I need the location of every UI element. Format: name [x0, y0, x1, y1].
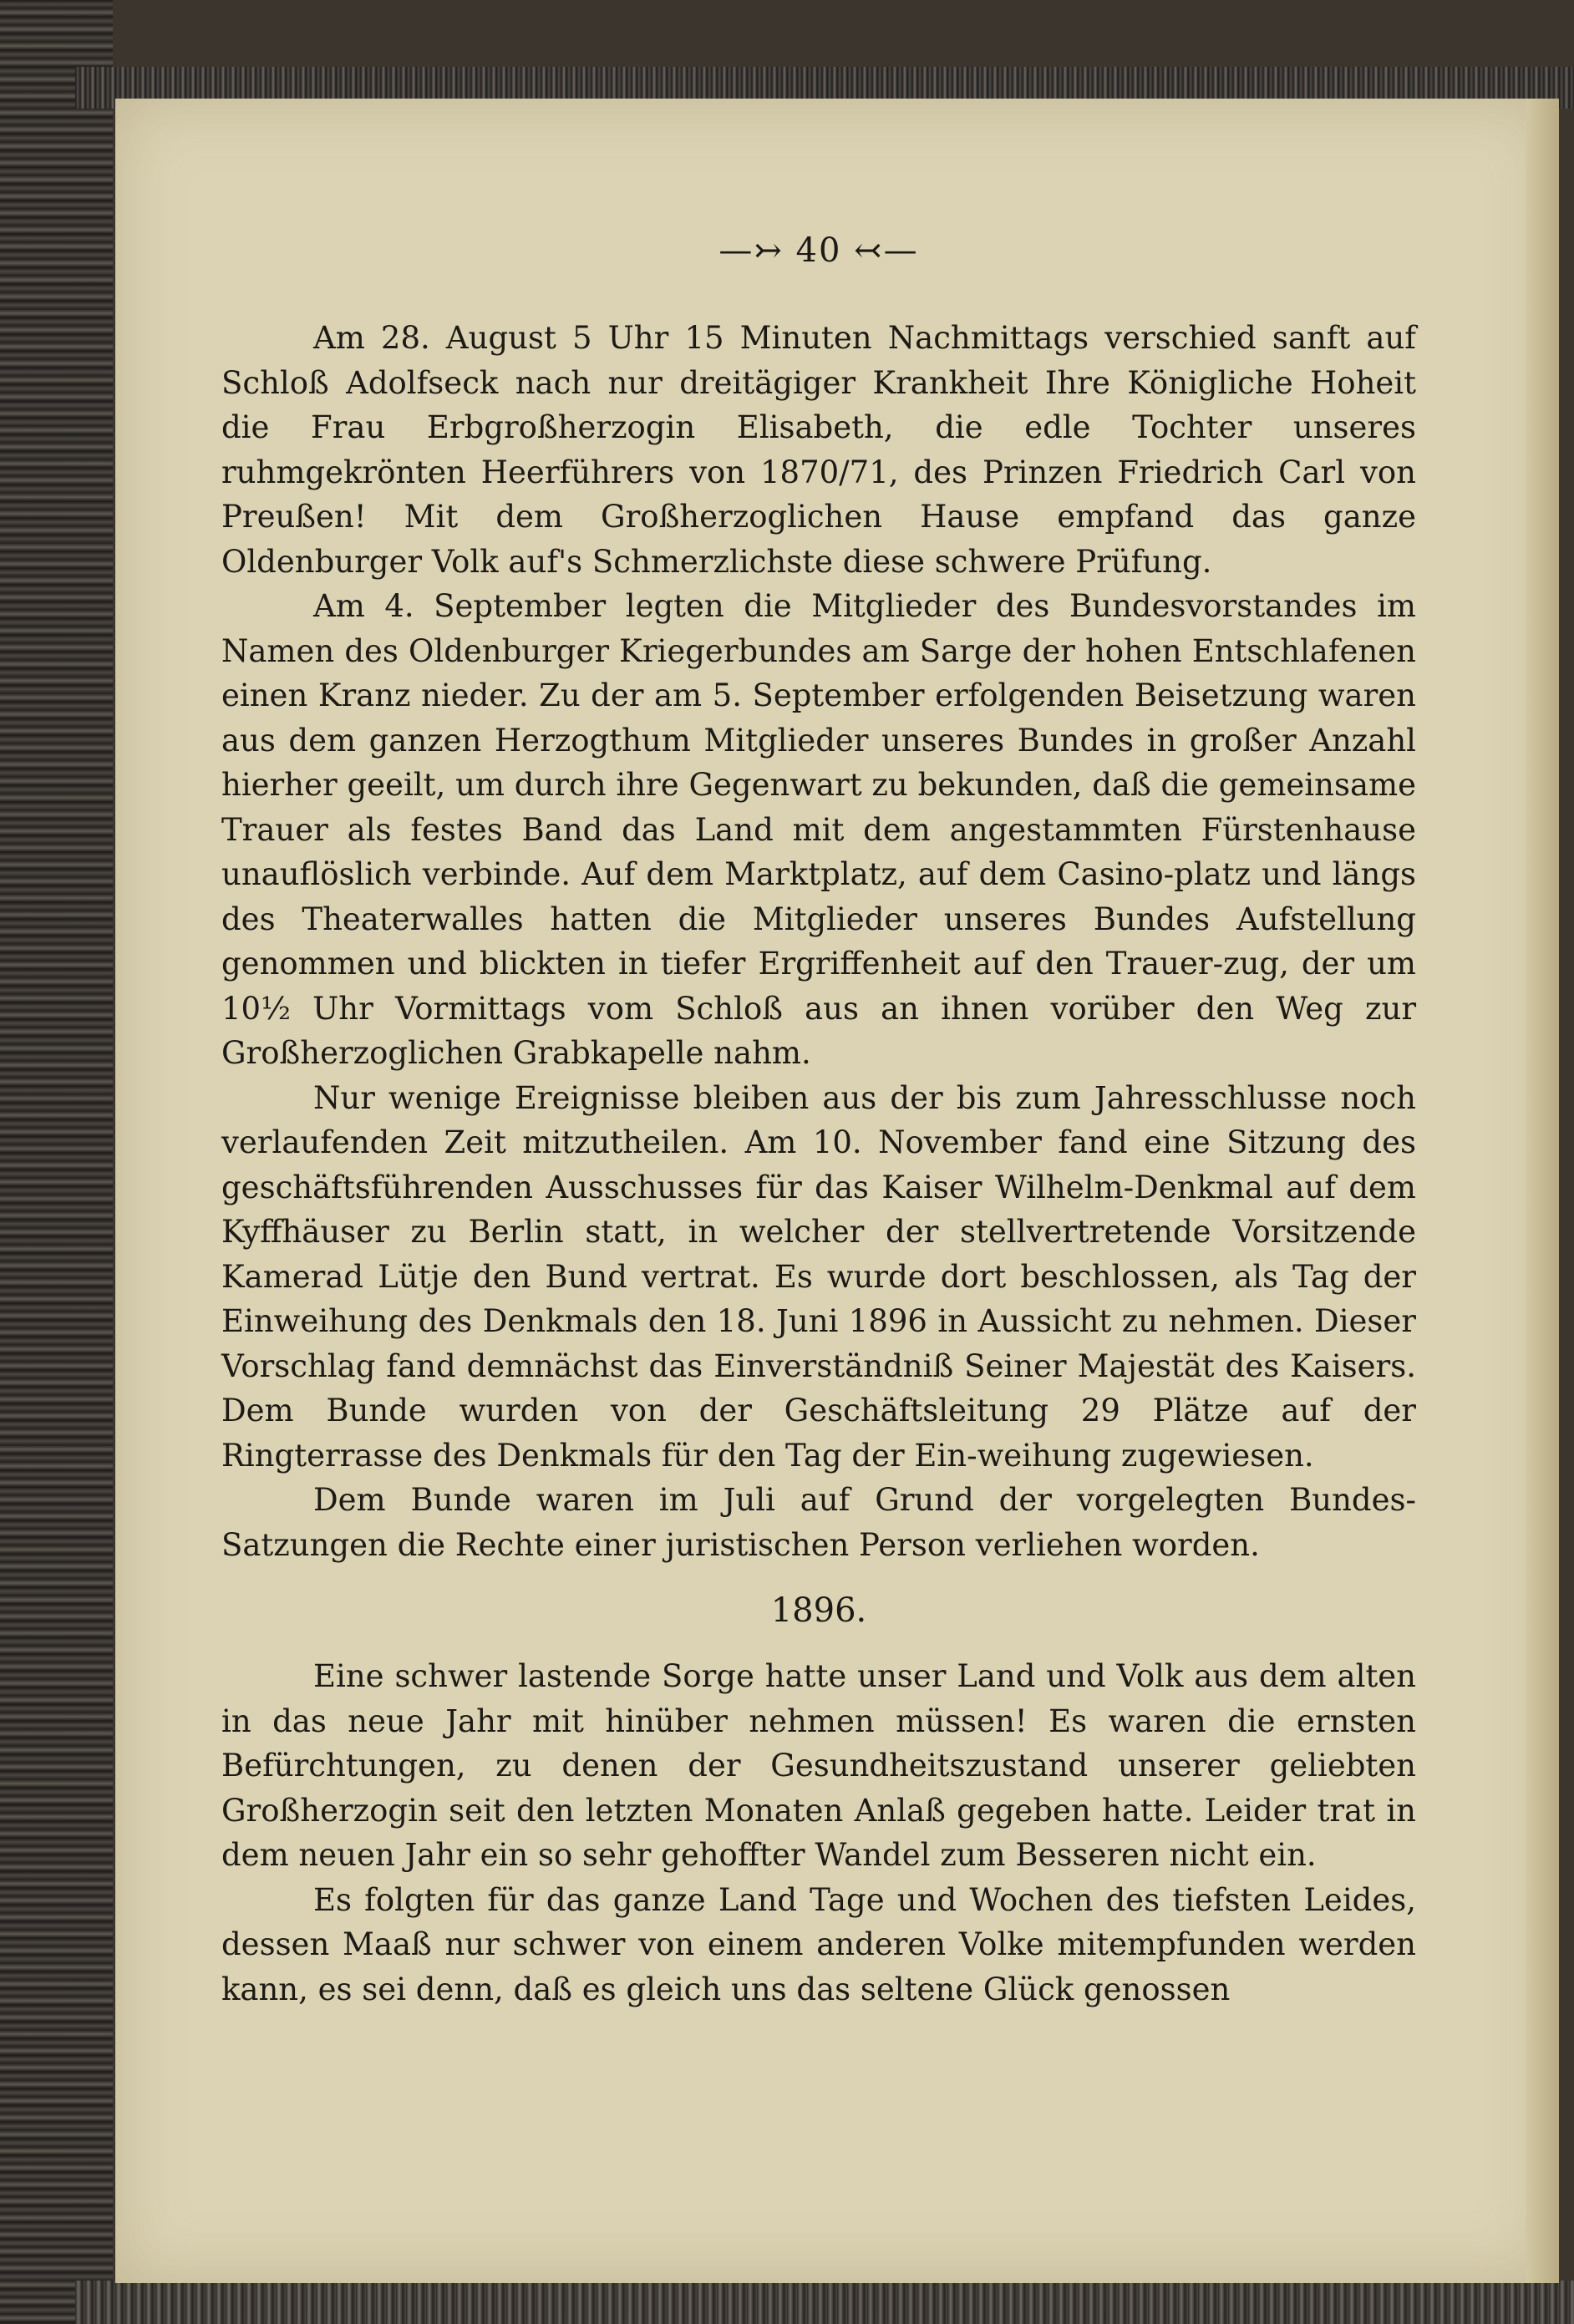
year-heading: 1896. — [770, 1591, 867, 1630]
page-edge — [1526, 99, 1559, 2283]
book-binding-left — [0, 0, 113, 2324]
paragraph: Nur wenige Ereignisse bleiben aus der bis zum Jahresschlusse noch verlaufenden Zeit mitzutheilen. Am 10. November fand eine Sitzung des geschäftsführenden Ausschusses für das Kaiser Wilhelm-Denkmal auf dem Kyffhäuser zu Berlin statt, in welcher der stellvertretende Vorsitzende Kamerad Lütje den Bund vertrat. Es wurde dort beschlossen, als Tag der Einweihung des Denkmals den 18. Juni 1896 in Aussicht zu nehmen. Dieser Vorschlag fand demnächst das Einverständniß Seiner Majestät des Kaisers. Dem Bunde wurden von der Geschäftsleitung 29 Plätze auf der Ringterrasse des Denkmals für den Tag der Ein-weihung zugewiesen. — [221, 1079, 1416, 1474]
page-content — [221, 226, 1416, 2012]
paragraph: Am 28. August 5 Uhr 15 Minuten Nachmittags verschied sanft auf Schloß Adolfseck nach nur dreitägiger Krankheit Ihre Königliche Hoheit die Frau Erbgroßherzogin Elisabeth, die edle Tochter unseres ruhmgekrönten Heerführers von 1870/71, des Prinzen Friedrich Carl von Preußen! Mit dem Großherzoglichen Hause empfand das ganze Oldenburger Volk auf's Schmerzlichste diese schwere Prüfung. — [221, 320, 1416, 580]
paragraph: Am 4. September legten die Mitglieder des Bundesvorstandes im Namen des Oldenburger Kriegerbundes am Sarge der hohen Entschlafenen einen Kranz nieder. Zu der am 5. September erfolgenden Beisetzung waren aus dem ganzen Herzogthum Mitglieder unseres Bundes in großer Anzahl hierher geeilt, um durch ihre Gegenwart zu bekunden, daß die gemeinsame Trauer als festes Band das Land mit dem angestammten Fürstenhause unauflöslich verbinde. Auf dem Marktplatz, auf dem Casino-platz und längs des Theaterwalles hatten die Mitglieder unseres Bundes Aufstellung genommen und blickten in tiefer Ergriffenheit auf den Trauer-zug, der um 10½ Uhr Vormittags vom Schloß aus an ihnen vorüber den Weg zur Großherzoglichen Grabkapelle nahm. — [221, 588, 1416, 1071]
section-1896 — [221, 1654, 1416, 2012]
book-binding-bottom — [75, 2281, 1574, 2324]
paragraph: Es folgten für das ganze Land Tage und Wochen des tiefsten Leides, dessen Maaß nur schwer von einem anderen Volke mitempfunden werden kann, es sei denn, daß es gleich uns das seltene Glück genossen — [221, 1881, 1416, 2007]
paragraph: Dem Bunde waren im Juli auf Grund der vorgelegten Bundes-Satzungen die Rechte einer juristischen Person verliehen worden. — [221, 1482, 1416, 1563]
paragraph: Eine schwer lastende Sorge hatte unser Land und Volk aus dem alten in das neue Jahr mit hinüber nehmen müssen! Es waren die ernsten Befürchtungen, zu denen der Gesundheitszustand unserer geliebten Großherzogin seit den letzten Monaten Anlaß gegeben hatte. Leider trat in dem neuen Jahr ein so sehr gehoffter Wandel zum Besseren nicht ein. — [221, 1658, 1416, 1873]
section-1895 — [221, 316, 1416, 1567]
page-number: —↣ 40 ↢— — [718, 231, 919, 270]
